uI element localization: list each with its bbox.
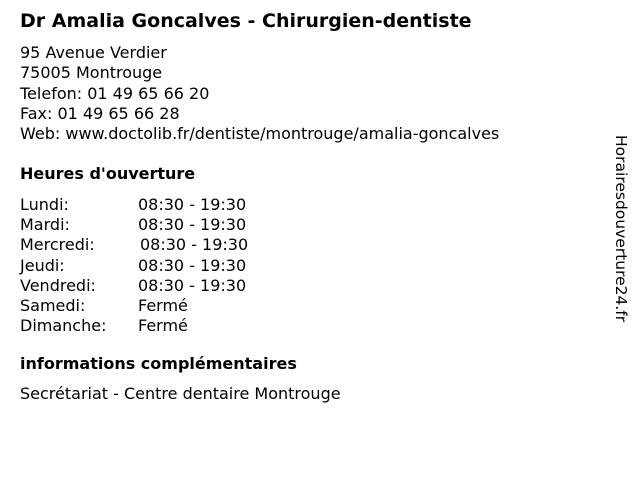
hours-row-saturday [20, 296, 320, 316]
day-label: Dimanche: [20, 316, 107, 336]
address-city: 75005 Montrouge [20, 63, 163, 83]
address-street: 95 Avenue Verdier [20, 43, 167, 62]
page-title: Dr Amalia Goncalves - Chirurgien-dentiste [20, 10, 472, 32]
time-value: 08:30 - 19:30 [138, 275, 247, 295]
time-value: 08:30 - 19:30 [138, 215, 247, 235]
day-label: Samedi: [20, 295, 86, 315]
day-label: Lundi: [20, 195, 69, 214]
brand-watermark: Horairesdouverture24.fr [612, 135, 630, 323]
phone-number: Telefon: 01 49 65 66 20 [20, 83, 210, 103]
hours-row-tuesday [20, 215, 320, 235]
hours-row-thursday [20, 256, 320, 276]
day-label: Mardi: [20, 215, 70, 235]
hours-row-friday [20, 276, 320, 296]
website-link[interactable]: Web: www.doctolib.fr/dentiste/montrouge/amalia-goncalves [20, 124, 500, 144]
info-text: Secrétariat - Centre dentaire Montrouge [20, 384, 341, 403]
fax-number: Fax: 01 49 65 66 28 [20, 103, 180, 123]
time-value: 08:30 - 19:30 [140, 235, 249, 255]
day-label: Jeudi: [20, 255, 65, 275]
opening-hours-table [20, 195, 320, 336]
hours-row-sunday [20, 316, 320, 336]
hours-heading: Heures d'ouverture [20, 164, 196, 183]
time-value: Fermé [138, 295, 188, 315]
hours-row-wednesday [20, 235, 320, 255]
hours-row-monday [20, 195, 320, 215]
day-label: Mercredi: [20, 235, 95, 255]
time-value: Fermé [138, 316, 188, 336]
contact-block [20, 43, 499, 144]
time-value: 08:30 - 19:30 [138, 195, 247, 214]
day-label: Vendredi: [20, 275, 96, 295]
info-heading: informations complémentaires [20, 354, 297, 373]
time-value: 08:30 - 19:30 [138, 255, 247, 275]
